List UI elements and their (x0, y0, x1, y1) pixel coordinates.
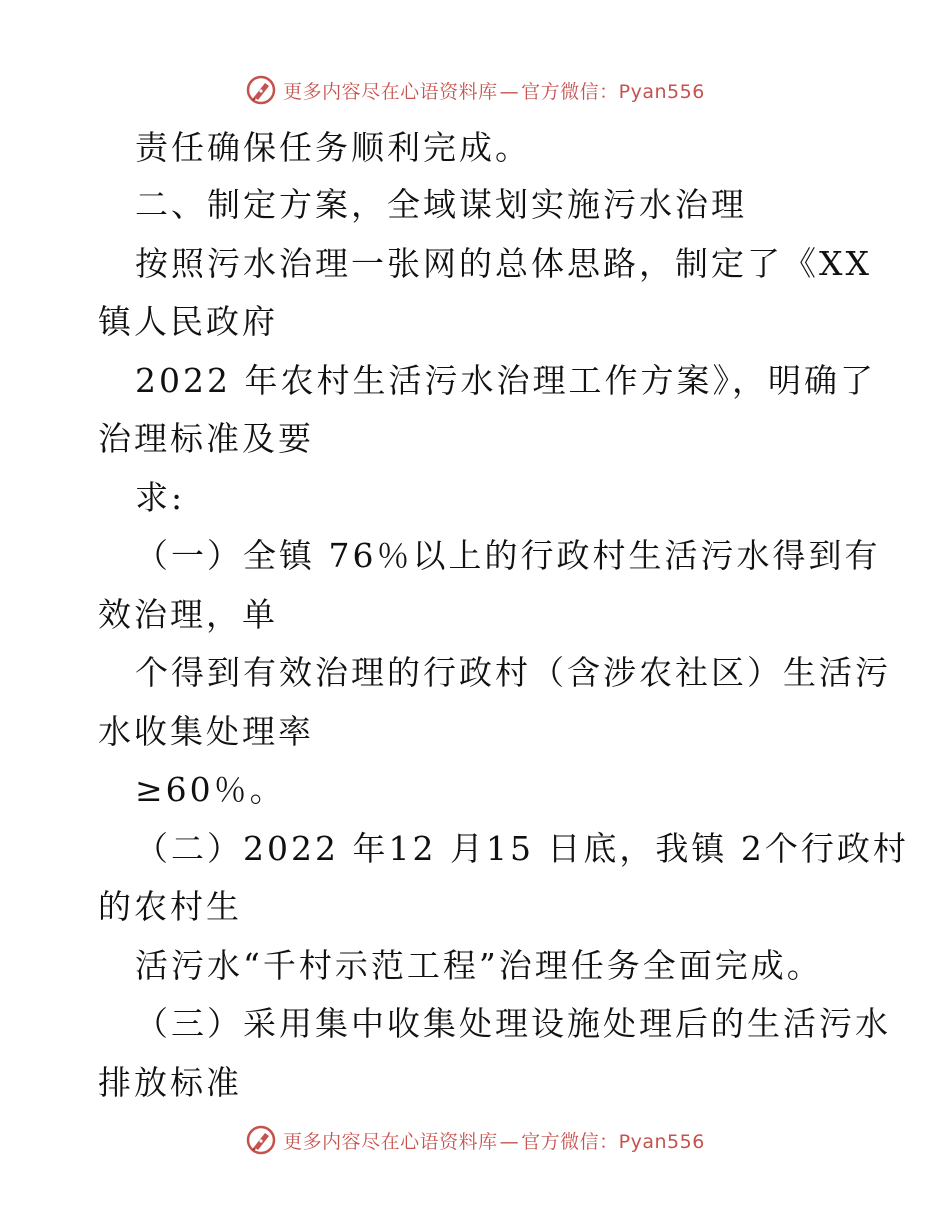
paragraph-line: 水收集处理率 (98, 712, 314, 751)
paragraph-line: ≥60％。 (135, 770, 286, 809)
pen-nib-logo-icon (245, 74, 277, 106)
watermark-separator: — (499, 80, 520, 103)
paragraph-line: 个得到有效治理的行政村（含涉农社区）生活污 (135, 653, 891, 692)
paragraph-line: 2022 年农村生活污水治理工作方案》，明确了 (135, 361, 876, 400)
watermark-contact: 官方微信：Pyan556 (521, 1130, 705, 1153)
paragraph-line: 镇人民政府 (98, 302, 278, 341)
paragraph-line: 责任确保任务顺利完成。 (135, 128, 531, 167)
paragraph-line: 求: (135, 478, 186, 517)
paragraph-line: 效治理，单 (98, 595, 278, 634)
watermark-text: 更多内容尽在心语资料库 (283, 80, 498, 103)
paragraph-line: 按照污水治理一张网的总体思路，制定了《XX (135, 244, 872, 283)
section-heading: 二、制定方案，全域谋划实施污水治理 (135, 185, 747, 224)
list-item: （三）采用集中收集处理设施处理后的生活污水 (135, 1004, 891, 1043)
footer-watermark (0, 1120, 950, 1160)
paragraph-line: 活污水“千村示范工程”治理任务全面完成。 (135, 946, 823, 985)
watermark-separator: — (499, 1130, 520, 1153)
list-item: （二）2022 年12 月15 日底，我镇 2个行政村 (135, 829, 909, 868)
list-item: （一）全镇 76％以上的行政村生活污水得到有 (135, 536, 881, 575)
header-watermark (0, 70, 950, 110)
watermark-text: 更多内容尽在心语资料库 (283, 1130, 498, 1153)
paragraph-line: 治理标准及要 (98, 419, 314, 458)
paragraph-line: 排放标准 (98, 1063, 242, 1102)
pen-nib-logo-icon (245, 1124, 277, 1156)
paragraph-line: 的农村生 (98, 887, 242, 926)
watermark-contact: 官方微信：Pyan556 (521, 80, 705, 103)
